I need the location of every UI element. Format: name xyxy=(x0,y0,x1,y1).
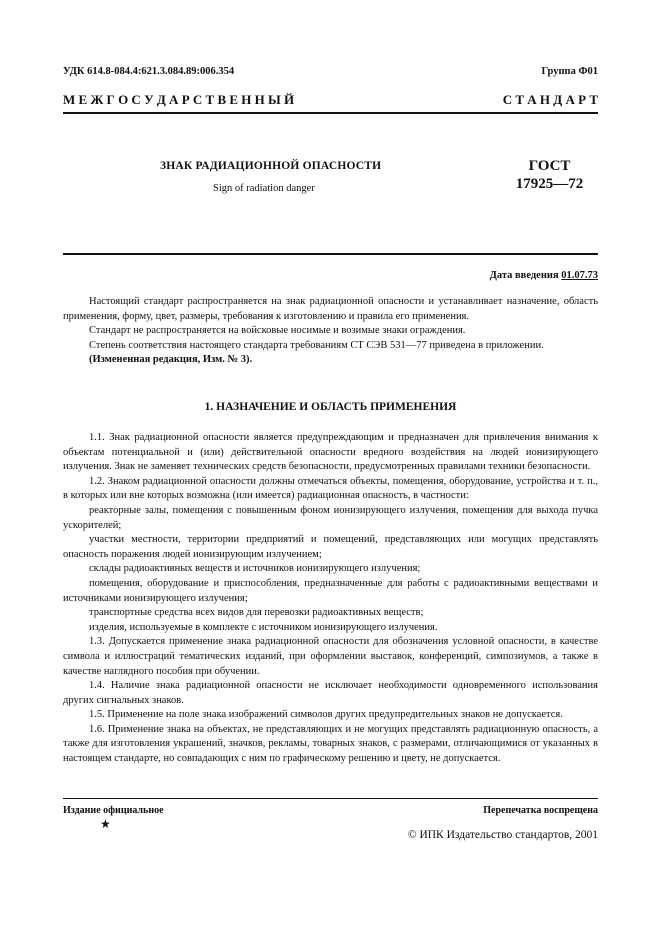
header-rule xyxy=(63,112,598,114)
standard-banner xyxy=(63,92,598,108)
footer-rule xyxy=(63,798,598,799)
section-paragraph: 1.6. Применение знака на объектах, не представляющих и не могущих представлять радиационную опасность, а также для изготовления украшений, значков, рекламы, товарных знаков, с размерами, отличающимися от указанных в настоящем стандарте, но совпадающих с ним по графическому решению и цвету, не допускается. xyxy=(63,723,598,765)
section-paragraph: 1.5. Применение на поле знака изображений символов других предупредительных знаков не допускается. xyxy=(89,709,563,721)
preamble xyxy=(63,295,598,368)
group-code: Группа Ф01 xyxy=(541,66,598,77)
section-paragraph: 1.2. Знаком радиационной опасности должны отмечаться объекты, помещения, оборудование, устройства и т. п., в которых или вне которых возможна (или имеется) радиационная опасность, в частности: xyxy=(63,475,598,502)
section-paragraph: 1.3. Допускается применение знака радиационной опасности для обозначения условной опасности, в качестве символа и иллюстраций тематических изданий, при оформлении выставок, конференций, симпозиумов, а также в качестве наглядного пособия при обучении. xyxy=(63,636,598,677)
section-body xyxy=(63,431,598,767)
official-edition-label: Издание официальное xyxy=(63,805,164,816)
section-list-item: участки местности, территории предприятий и помещений, представляющих или могущих представлять опасность поражения людей ионизирующим излучением; xyxy=(63,534,598,560)
reprint-notice: Перепечатка воспрещена xyxy=(483,805,598,816)
preamble-paragraph: Степень соответствия настоящего стандарта требованиям СТ СЭВ 531—77 приведена в приложении. xyxy=(89,339,544,351)
section-heading: 1. НАЗНАЧЕНИЕ И ОБЛАСТЬ ПРИМЕНЕНИЯ xyxy=(204,401,457,413)
preamble-paragraph: Настоящий стандарт распространяется на знак радиационной опасности и устанавливает назначение, область применения, форму, цвет, размеры, требования к изготовлению и правила его применения. xyxy=(63,296,598,322)
udk-code: УДК 614.8-084.4:621.3.084.89:006.354 xyxy=(63,66,235,77)
intro-date-label: Дата введения xyxy=(489,270,559,281)
section-list-item: помещения, оборудование и приспособления, предназначенные для работы с радиоактивными веществами и источниками ионизирующего излучения; xyxy=(63,577,598,604)
section-list-item: изделия, используемые в комплекте с источником ионизирующего излучения. xyxy=(89,621,438,633)
section-list-item: реакторные залы, помещения с повышенным фоном ионизирующего излучения, помещения для выхода пучка ускорителей; xyxy=(63,504,598,531)
amendment-note: (Измененная редакция, Изм. № 3). xyxy=(89,354,253,366)
gost-number: 17925—72 xyxy=(515,176,584,192)
gost-label: ГОСТ xyxy=(528,158,571,174)
preamble-paragraph: Стандарт не распространяется на войсковые носимые и возимые знаки ограждения. xyxy=(89,325,466,337)
section-paragraph: 1.1. Знак радиационной опасности является предупреждающим и предназначен для привлечения внимания к объектам потенциальной и (или) действительной опасности вредного воздействия на людей ионизирующего излучения. Знак не заменяет технических средств безопасности, предусмотренных правилами техники безопасности. xyxy=(63,432,598,473)
intro-date-value: 01.07.73 xyxy=(561,270,598,281)
section-list-item: транспортные средства всех видов для перевозки радиоактивных веществ; xyxy=(89,607,424,619)
section-paragraph: 1.4. Наличие знака радиационной опасности не исключает необходимости одновременного использования других сигнальных знаков. xyxy=(63,680,598,706)
document-subtitle: Sign of radiation danger xyxy=(213,183,315,194)
banner-word-standard: С Т А Н Д А Р Т xyxy=(502,92,598,107)
section-list-item: склады радиоактивных веществ и источников ионизирующего излучения; xyxy=(89,563,421,575)
title-rule xyxy=(63,253,598,255)
introduction-date xyxy=(490,270,598,281)
copyright-notice: © ИПК Издательство стандартов, 2001 xyxy=(407,829,598,841)
document-title: ЗНАК РАДИАЦИОННОЙ ОПАСНОСТИ xyxy=(160,160,382,172)
banner-word-interstate: М Е Ж Г О С У Д А Р С Т В Е Н Н Ы Й xyxy=(63,92,295,107)
star-icon: ★ xyxy=(100,817,111,831)
gost-designation xyxy=(502,157,597,193)
